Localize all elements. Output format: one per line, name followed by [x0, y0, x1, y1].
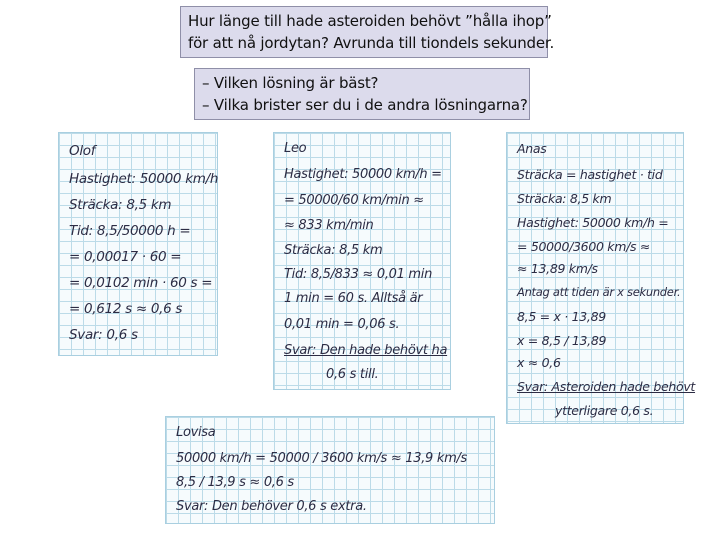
- solution-line: Hastighet: 50000 km/h: [69, 171, 219, 187]
- solution-line: Tid: 8,5/833 ≈ 0,01 min: [284, 267, 433, 282]
- solution-sheet-leo: [273, 132, 451, 390]
- solution-line: = 0,612 s ≈ 0,6 s: [69, 301, 183, 317]
- solution-line: 8,5 = x · 13,89: [517, 309, 606, 324]
- solution-line: x = 8,5 / 13,89: [517, 333, 607, 348]
- solution-name: Leo: [284, 141, 307, 156]
- solution-line: Tid: 8,5/50000 h =: [69, 223, 191, 239]
- solution-line: 50000 km/h = 50000 / 3600 km/s ≈ 13,9 km/s: [176, 451, 467, 466]
- solution-answer: Svar: Den hade behövt ha: [284, 343, 448, 358]
- discussion-box: [194, 68, 530, 120]
- solution-sheet-olof: [58, 132, 218, 356]
- solution-line: ≈ 13,89 km/s: [517, 261, 598, 276]
- solution-line: 0,01 min = 0,06 s.: [284, 317, 400, 332]
- solution-line: = 50000/3600 km/s ≈: [517, 239, 651, 254]
- solution-name: Lovisa: [176, 425, 216, 440]
- solution-line: Sträcka: 8,5 km: [517, 191, 612, 206]
- solution-line: = 0,00017 · 60 =: [69, 249, 182, 265]
- solution-line: ≈ 833 km/min: [284, 218, 374, 233]
- solution-line: ytterligare 0,6 s.: [555, 403, 654, 418]
- solution-line: x ≈ 0,6: [517, 355, 561, 370]
- question-line-1: Hur länge till hade asteroiden behövt ”hålla ihop”: [188, 12, 552, 30]
- solution-sheet-lovisa: [165, 416, 495, 524]
- discussion-line-2: – Vilka brister ser du i de andra lösningarna?: [202, 96, 528, 114]
- solution-answer: Svar: Asteroiden hade behövt: [517, 379, 696, 394]
- solution-line: = 0,0102 min · 60 s =: [69, 275, 213, 291]
- question-line-2: för att nå jordytan? Avrunda till tiondels sekunder.: [188, 34, 555, 52]
- solution-line: Hastighet: 50000 km/h =: [517, 215, 669, 230]
- solution-line: Svar: 0,6 s: [69, 327, 138, 343]
- solution-name: Olof: [69, 143, 96, 159]
- solution-line: Hastighet: 50000 km/h =: [284, 167, 442, 182]
- solution-line: Sträcka: 8,5 km: [284, 243, 383, 258]
- solution-line: 8,5 / 13,9 s ≈ 0,6 s: [176, 475, 294, 490]
- solution-name: Anas: [517, 141, 547, 156]
- solution-line: Sträcka: 8,5 km: [69, 197, 172, 213]
- solution-line: Svar: Den behöver 0,6 s extra.: [176, 499, 367, 514]
- question-box: [180, 6, 555, 58]
- solution-line: Sträcka = hastighet · tid: [517, 167, 663, 182]
- solution-line: 0,6 s till.: [326, 367, 379, 382]
- discussion-line-1: – Vilken lösning är bäst?: [202, 74, 379, 92]
- solution-line: 1 min = 60 s. Alltså är: [284, 291, 423, 306]
- solution-line: Antag att tiden är x sekunder.: [517, 285, 681, 299]
- solution-line: = 50000/60 km/min ≈: [284, 193, 424, 208]
- solution-sheet-anas: [506, 132, 696, 424]
